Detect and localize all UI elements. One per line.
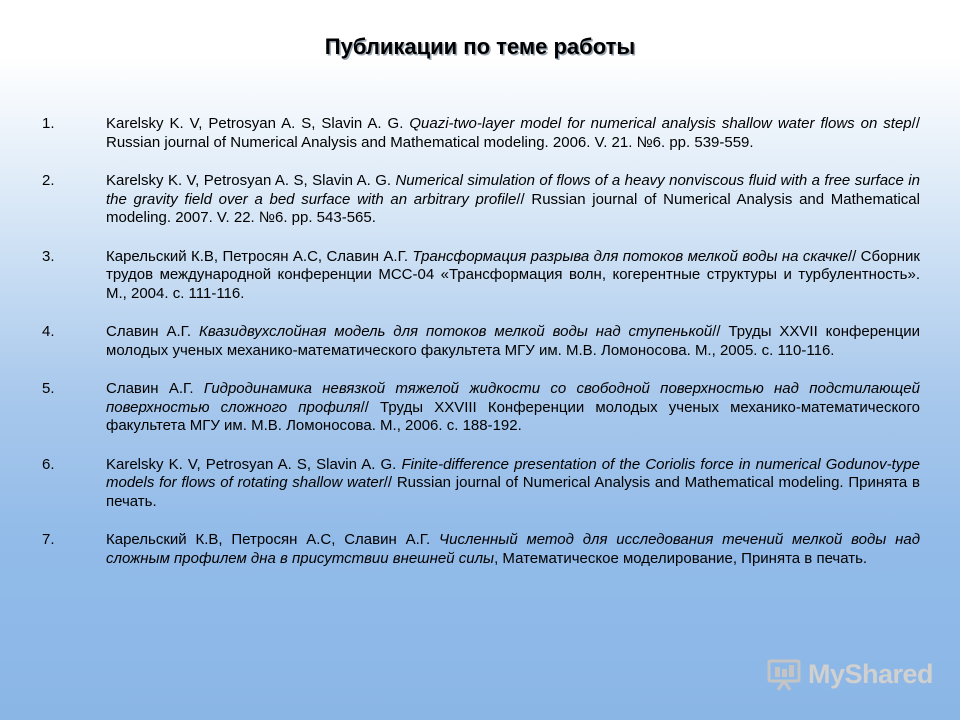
reference-work-title: Трансформация разрыва для потоков мелкой воды на скачке bbox=[412, 247, 848, 265]
reference-authors: Карельский К.В, Петросян А.С, Славин А.Г. bbox=[106, 531, 440, 548]
reference-number: 1. bbox=[42, 115, 55, 132]
reference-source: // Russian journal of Numerical Analysis and Mathematical modeling. 2006. V. 21. №6. pp. 539-559. bbox=[106, 115, 920, 151]
reference-list bbox=[0, 115, 960, 588]
reference-item bbox=[0, 115, 960, 152]
reference-source: // Russian journal of Numerical Analysis and Mathematical modeling. Принята в печать. bbox=[106, 474, 920, 510]
reference-authors: Карельский К.В, Петросян А.С, Славин А.Г. bbox=[106, 247, 413, 265]
reference-text bbox=[106, 380, 920, 436]
slide-title: Публикации по теме работы bbox=[324, 34, 636, 59]
reference-authors: Karelsky K. V, Petrosyan A. S, Slavin A. G. bbox=[106, 115, 410, 132]
watermark bbox=[766, 656, 933, 692]
reference-work-title: Гидродинамика невязкой тяжелой жидкости со свободной поверхностью над подстилающей поверхностью сложного профиля bbox=[106, 380, 920, 416]
reference-source: // Russian journal of Numerical Analysis and Mathematical modeling. 2007. V. 22. №6. pp. 543-565. bbox=[106, 190, 920, 226]
reference-authors: Karelsky K. V, Petrosyan A. S, Slavin A. G. bbox=[106, 455, 402, 473]
reference-source: // Труды XXVIII Конференции молодых ученых механико-математического факультета МГУ им. М.В. Ломоносова. М., 2006. с. 188-192. bbox=[106, 398, 921, 434]
reference-number: 4. bbox=[42, 323, 55, 340]
reference-number: 6. bbox=[42, 455, 55, 473]
reference-work-title: Finite-difference presentation of the Coriolis force in numerical Godunov-type models for flows of rotating shallow water bbox=[106, 455, 920, 491]
reference-source: // Сборник трудов международной конференции МСС-04 «Трансформация волн, когерентные структуры и турбулентность». М., 2004. с. 111-116. bbox=[106, 247, 920, 302]
reference-item bbox=[0, 323, 960, 360]
reference-text bbox=[106, 172, 920, 228]
reference-item bbox=[0, 380, 960, 436]
reference-number: 5. bbox=[42, 380, 55, 397]
reference-number: 3. bbox=[42, 247, 55, 265]
reference-item bbox=[0, 248, 960, 304]
projector-screen-icon bbox=[766, 656, 802, 692]
reference-authors: Karelsky K. V, Petrosyan A. S, Slavin A. G. bbox=[106, 172, 396, 189]
reference-work-title: Квазидвухслойная модель для потоков мелкой воды над ступенькой bbox=[199, 323, 713, 340]
reference-number: 7. bbox=[42, 531, 55, 548]
reference-item bbox=[0, 172, 960, 228]
reference-text bbox=[106, 323, 920, 360]
reference-work-title: Quazi-two-layer model for numerical analysis shallow water flows on step bbox=[409, 115, 912, 132]
reference-source: , Математическое моделирование, Принята в печать. bbox=[494, 549, 868, 567]
reference-item bbox=[0, 531, 960, 568]
reference-number: 2. bbox=[42, 172, 55, 189]
watermark-text: MyShared bbox=[808, 658, 934, 689]
reference-work-title: Numerical simulation of flows of a heavy nonviscous fluid with a free surface in the gravity field over a bed surface with an arbitrary profile bbox=[106, 172, 920, 208]
reference-authors: Славин А.Г. bbox=[106, 323, 200, 340]
reference-item bbox=[0, 456, 960, 512]
reference-authors: Славин А.Г. bbox=[106, 380, 204, 397]
reference-source: // Труды XXVII конференции молодых ученых механико-математического факультета МГУ им. М.В. Ломоносова. М., 2005. с. 110-116. bbox=[106, 323, 921, 359]
reference-text bbox=[106, 248, 920, 304]
reference-text bbox=[106, 456, 920, 512]
reference-text bbox=[106, 531, 920, 568]
reference-text bbox=[106, 115, 920, 152]
reference-work-title: Численный метод для исследования течений мелкой воды над сложным профилем дна в присутствии внешней силы bbox=[106, 531, 921, 567]
